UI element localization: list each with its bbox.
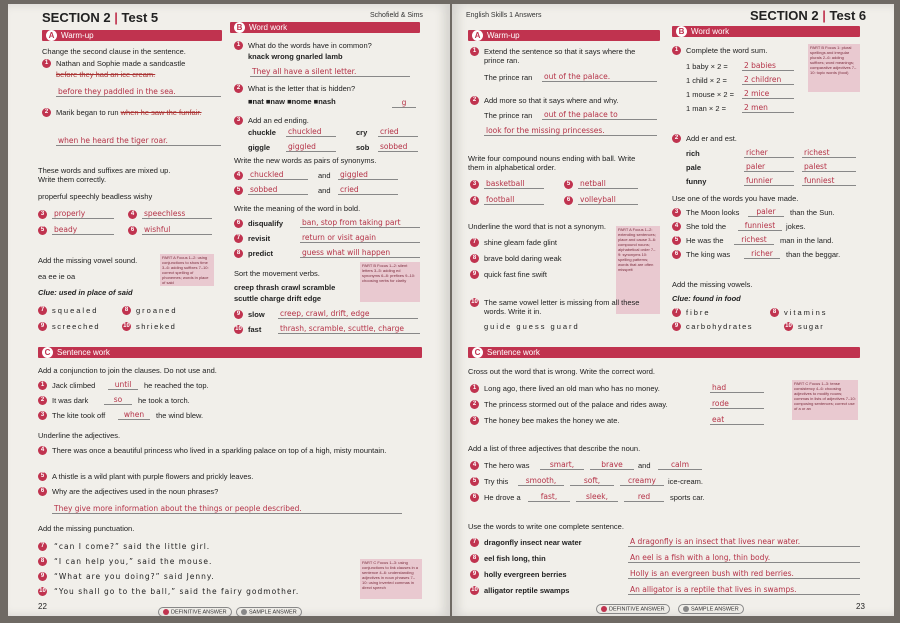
question-number: 3 (470, 180, 479, 189)
base-word: chuckle (248, 128, 276, 137)
question-number: 6 (672, 250, 681, 259)
instruction: Write the meaning of the word in bold. (234, 204, 361, 213)
question-number: 8 (234, 249, 243, 258)
verb-list: scuttle charge drift edge (234, 294, 322, 303)
question-number: 5 (672, 236, 681, 245)
answer: out of the palace. (542, 72, 657, 82)
question-text: Nathan and Sophie made a sandcastle (56, 59, 186, 68)
answer-word: shrieked (136, 322, 177, 331)
answer: look for the missing princesses. (484, 126, 657, 136)
sentence: Long ago, there lived an old man who has no money. (484, 384, 660, 393)
conjunction: and (318, 186, 331, 195)
instruction: Use one of the words you have made. (672, 194, 799, 203)
answer: smart, (540, 460, 584, 470)
answer: beady (52, 225, 114, 235)
question-number: 1 (470, 384, 479, 393)
question-number: 7 (672, 308, 681, 317)
answer: richest (734, 235, 774, 245)
question-number: 3 (38, 210, 47, 219)
section-title: SECTION 2 | Test 6 (750, 8, 867, 23)
answer: fast, (528, 492, 570, 502)
word-sum: 1 baby × 2 = (686, 62, 728, 71)
question-text: Add er and est. (686, 134, 737, 143)
question-number: 10 (471, 299, 478, 305)
question-number: 7 (470, 238, 479, 247)
question-number: 3 (234, 116, 243, 125)
question-number: 6 (38, 487, 47, 496)
verb-list: creep thrash crawl scramble (234, 283, 336, 292)
answer: richest (802, 148, 856, 158)
bold-word: revisit (248, 234, 271, 243)
question-number: 3 (38, 411, 47, 420)
question-number: 4 (470, 461, 479, 470)
answer: 2 mice (742, 89, 794, 99)
part-c-header: C Sentence work (468, 347, 860, 358)
bold-word: fast (248, 325, 262, 334)
focus-note: PART C Focus 1–3: using conjunctions to link clauses in a sentence 4–6: understanding adjectives in noun phrases 7–10: using inverted commas in direct speech (360, 559, 422, 599)
instruction: Add the missing vowels. (672, 280, 753, 289)
instruction: Write four compound nouns ending with ball. Write them in alphabetical order. (468, 154, 636, 172)
answer: netball (578, 179, 638, 189)
answer: 2 children (742, 75, 794, 85)
answer: before they paddled in the sea. (56, 87, 221, 97)
sentence: “What are you doing?” said Jenny. (54, 572, 215, 581)
instruction: Add a list of three adjectives that describe the noun. (468, 444, 641, 453)
question-number: 2 (38, 396, 47, 405)
answer: basketball (484, 179, 544, 189)
answer: cried (338, 185, 398, 195)
question-number: 1 (234, 41, 243, 50)
sentence-part: than the beggar. (786, 250, 841, 259)
question-number: 4 (470, 196, 479, 205)
instruction: Underline the adjectives. (38, 431, 121, 440)
answer: wishful (142, 225, 212, 235)
answer: sleek, (576, 492, 618, 502)
question-number: 10 (123, 323, 130, 329)
question-number: 4 (38, 446, 47, 455)
sentence-part: he took a torch. (138, 396, 190, 405)
answer: creep, crawl, drift, edge (278, 309, 418, 319)
conjunction: and (638, 461, 651, 470)
instruction: Change the second clause in the sentence. (42, 47, 186, 56)
answer-word: squealed (52, 306, 99, 315)
base-word: funny (686, 177, 707, 186)
question-text: What do the words have in common? (248, 41, 372, 50)
clue: Clue: used in place of said (38, 288, 133, 297)
sample-icon (683, 606, 689, 612)
word-sum: 1 child × 2 = (686, 76, 727, 85)
instruction: Sort the movement verbs. (234, 269, 320, 278)
question-number: 6 (128, 226, 137, 235)
question-text: The same vowel letter is missing from all these words. Write it in. (484, 298, 640, 316)
answer: cried (378, 127, 418, 137)
answer: An eel is a fish with a long, thin body. (628, 553, 860, 563)
answer-word: screeched (52, 322, 101, 331)
question-number: 9 (672, 322, 681, 331)
focus-note: PART A Focus 1–2: extending sentences; place and cause 3–6: compound nouns; alphabetical order 7–9: synonyms 10: spelling patterns; words that are often misspelt (616, 226, 660, 314)
question-text: Add an ed ending. (248, 116, 309, 125)
answer: giggled (286, 142, 336, 152)
word-list: ■nat ■naw ■nome ■nash (248, 97, 336, 106)
answer: properly (52, 209, 114, 219)
question-text: Extend the sentence so that it says where the prince ran. (484, 47, 636, 65)
book-title: English Skills 1 Answers (466, 12, 542, 19)
answer: red (624, 492, 664, 502)
question-number: 4 (234, 171, 243, 180)
instruction: These words and suffixes are mixed up. Write them correctly. (38, 166, 171, 184)
answer: An alligator is a reptile that lives in swamps. (628, 585, 860, 595)
legend-definitive: DEFINITIVE ANSWER (596, 604, 670, 614)
question-number: 2 (672, 134, 681, 143)
question-number: 4 (672, 222, 681, 231)
word-sum: 1 mouse × 2 = (686, 90, 734, 99)
sentence: A thistle is a wild plant with purple flowers and prickly leaves. (52, 472, 254, 481)
part-c-header: C Sentence work (38, 347, 422, 358)
question-text: Why are the adjectives used in the noun phrases? (52, 487, 219, 496)
question-number: 9 (470, 570, 479, 579)
question-number: 1 (672, 46, 681, 55)
answer: g (392, 98, 416, 108)
word-row: shine gleam fade glint (484, 238, 557, 247)
sentence-stem: The prince ran (484, 111, 533, 120)
answer: so (104, 395, 132, 405)
question-number: 3 (470, 416, 479, 425)
answer: speechless (142, 209, 212, 219)
question-number: 9 (234, 310, 243, 319)
answer: guess what will happen (300, 248, 420, 258)
question-number: 2 (234, 84, 243, 93)
question-number: 8 (470, 254, 479, 263)
sentence-stem: The prince ran (484, 73, 533, 82)
sentence-part: sports car. (670, 493, 705, 502)
answer: volleyball (578, 195, 638, 205)
answer: return or visit again (300, 233, 420, 243)
question-number: 9 (470, 270, 479, 279)
question-number: 6 (234, 219, 243, 228)
answer: chuckled (286, 127, 336, 137)
answer: giggled (338, 170, 398, 180)
answer: Holly is an evergreen bush with red berries. (628, 569, 860, 579)
sentence-part: Try this (484, 477, 509, 486)
sample-icon (241, 609, 247, 615)
answer: funniest (802, 176, 856, 186)
sentence: “I can help you,” said the mouse. (54, 557, 213, 566)
question-number: 6 (564, 196, 573, 205)
answer: sobbed (378, 142, 418, 152)
focus-note: PART B Focus 1: plural spellings and irregular plurals 2–6: adding suffixes; word meanings; comparative adjectives 7–10: topic words (food) (808, 44, 860, 92)
base-word: rich (686, 149, 700, 158)
answer: A dragonfly is an insect that lives near water. (628, 537, 860, 547)
sentence-part: He drove a (484, 493, 521, 502)
answer-word: fibre (686, 308, 711, 317)
answer: palest (802, 162, 856, 172)
bold-word: slow (248, 310, 265, 319)
question-number: 5 (470, 477, 479, 486)
question-number: 8 (770, 308, 779, 317)
part-a-header: A Warm-up (468, 30, 660, 41)
sentence-part: than the Sun. (790, 208, 835, 217)
question-number: 2 (470, 400, 479, 409)
question-number: 1 (470, 47, 479, 56)
definitive-icon (601, 606, 607, 612)
answer: creamy (620, 476, 664, 486)
question-number: 7 (38, 306, 47, 315)
sentence-part: man in the land. (780, 236, 834, 245)
question-number: 2 (42, 108, 51, 117)
answer-word: carbohydrates (686, 322, 754, 331)
instruction: Write the new words as pairs of synonyms. (234, 156, 377, 165)
answer: smooth, (518, 476, 564, 486)
question-number: 5 (564, 180, 573, 189)
legend-sample: SAMPLE ANSWER (678, 604, 744, 614)
answer: calm (658, 460, 702, 470)
focus-note: PART B Focus 1–2: silent letters 3–5: adding ed synonyms 6–8: prefixes 9–10: choosing verbs for clarity (360, 262, 420, 302)
answer: brave (590, 460, 634, 470)
question-number: 4 (128, 210, 137, 219)
question-number: 7 (38, 542, 47, 551)
base-word: giggle (248, 143, 271, 152)
answer: out of the palace to (542, 110, 657, 120)
instruction: Underline the word that is not a synonym. (468, 222, 606, 231)
answer: ban, stop from taking part (300, 218, 420, 228)
question-text: Complete the word sum. (686, 46, 768, 55)
instruction: Cross out the word that is wrong. Write the correct word. (468, 367, 656, 376)
part-b-header: B Word work (230, 22, 420, 33)
sentence-part: jokes. (786, 222, 806, 231)
answer: They give more information about the things or people described. (52, 504, 402, 514)
section-title: SECTION 2 | Test 5 (42, 10, 159, 25)
question-text: Add more so that it says where and why. (484, 96, 619, 105)
word-row: quick fast fine swift (484, 270, 547, 279)
sentence-part: The kite took off (52, 411, 106, 420)
keywords: holly evergreen berries (484, 570, 567, 579)
word-list: properful speechly beadless wishy (38, 192, 153, 201)
answer: richer (744, 148, 794, 158)
sentence-part: The hero was (484, 461, 530, 470)
answer: funniest (738, 221, 782, 231)
word-row: brave bold daring weak (484, 254, 562, 263)
question-number: 3 (672, 208, 681, 217)
publisher-label: Schofield & Sims (370, 12, 423, 19)
sentence-part: Jack climbed (52, 381, 96, 390)
right-page (452, 4, 894, 616)
answer: rode (710, 399, 764, 409)
sentence: The princess stormed out of the palace and rides away. (484, 400, 668, 409)
base-word: cry (356, 128, 368, 137)
question-text: What is the letter that is hidden? (248, 84, 356, 93)
sentence: There was once a beautiful princess who lived in a sparkling palace on top of a high, misty mountain. (52, 446, 387, 455)
sentence-part: ice-cream. (668, 477, 704, 486)
question-number: 6 (470, 493, 479, 502)
answer: 2 babies (742, 61, 794, 71)
answer: richer (744, 249, 780, 259)
sentence-part: The Moon looks (686, 208, 740, 217)
sentence-part: He was the (686, 236, 724, 245)
answer: soft, (570, 476, 614, 486)
keywords: dragonfly insect near water (484, 538, 582, 547)
base-word: pale (686, 163, 702, 172)
answer: had (710, 383, 764, 393)
vowel-list: ea ee ie oa (38, 272, 76, 281)
keywords: alligator reptile swamps (484, 586, 570, 595)
conjunction: and (318, 171, 331, 180)
sentence-part: he reached the top. (144, 381, 209, 390)
sentence-part: It was dark (52, 396, 89, 405)
answer: sobbed (248, 185, 308, 195)
question-text: Marik began to run when he saw the funfair. (56, 108, 202, 117)
sentence-part: the wind blew. (156, 411, 204, 420)
question-number: 5 (38, 472, 47, 481)
definitive-icon (163, 609, 169, 615)
question-number: 10 (471, 587, 478, 593)
answer: paler (744, 162, 794, 172)
keywords: eel fish long, thin (484, 554, 546, 563)
answer: 2 men (742, 103, 794, 113)
instruction: Add the missing punctuation. (38, 524, 135, 533)
part-a-header: A Warm-up (42, 30, 222, 41)
answer: when (118, 410, 150, 420)
instruction: Add a conjunction to join the clauses. Do not use and. (38, 366, 217, 375)
answer: funnier (744, 176, 794, 186)
question-number: 5 (234, 186, 243, 195)
sentence-part: The king was (686, 250, 731, 259)
question-number: 1 (38, 381, 47, 390)
part-b-header: B Word work (672, 26, 860, 37)
word-sum: 1 man × 2 = (686, 104, 727, 113)
page-number: 22 (38, 602, 47, 611)
answer-words: guide guess guard (484, 322, 580, 331)
question-number: 8 (122, 306, 131, 315)
question-number: 2 (470, 96, 479, 105)
sentence: “can I come?” said the little girl. (54, 542, 211, 551)
question-number: 10 (235, 326, 242, 332)
answer: eat (710, 415, 764, 425)
bold-word: disqualify (248, 219, 284, 228)
answer: until (108, 380, 138, 390)
question-number: 7 (470, 538, 479, 547)
answer: football (484, 195, 544, 205)
focus-note: PART A Focus 1–2: using conjunctions to show time 3–6: adding suffixes 7–10: correct spelling of phonemes; words in place of said (160, 254, 214, 286)
question-number: 8 (470, 554, 479, 563)
legend-definitive: DEFINITIVE ANSWER (158, 607, 232, 616)
question-number: 8 (38, 557, 47, 566)
sentence: The honey bee makes the honey we ate. (484, 416, 620, 425)
word-list: knack wrong gnarled lamb (248, 52, 343, 61)
clue: Clue: found in food (672, 294, 741, 303)
question-number: 10 (39, 588, 46, 594)
answer-word: groaned (136, 306, 178, 315)
answer-word: vitamins (784, 308, 828, 317)
bold-word: predict (248, 249, 274, 258)
answer: chuckled (248, 170, 308, 180)
left-page (8, 4, 450, 616)
page-number: 23 (856, 602, 865, 611)
instruction: Use the words to write one complete sentence. (468, 522, 624, 531)
question-number: 5 (38, 226, 47, 235)
base-word: sob (356, 143, 370, 152)
question-number: 9 (38, 572, 47, 581)
question-number: 1 (42, 59, 51, 68)
sentence: “You shall go to the ball,” said the fairy godmother. (54, 587, 300, 596)
struck-text: before they had an ice cream. (56, 70, 156, 79)
answer-word: sugar (798, 322, 825, 331)
instruction: Add the missing vowel sound. (38, 256, 138, 265)
question-number: 10 (785, 323, 792, 329)
answer: They all have a silent letter. (250, 67, 410, 77)
question-number: 9 (38, 322, 47, 331)
answer: when he heard the tiger roar. (56, 136, 221, 146)
answer: thrash, scramble, scuttle, charge (278, 324, 420, 334)
legend-sample: SAMPLE ANSWER (236, 607, 302, 616)
focus-note: PART C Focus 1–3: tense consistency 4–6: choosing adjectives to modify nouns; commas in lists of adjectives 7–10: composing sentences; correct use of a or an (792, 380, 858, 420)
question-number: 7 (234, 234, 243, 243)
answer: paler (748, 207, 784, 217)
sentence-part: She told the (686, 222, 727, 231)
